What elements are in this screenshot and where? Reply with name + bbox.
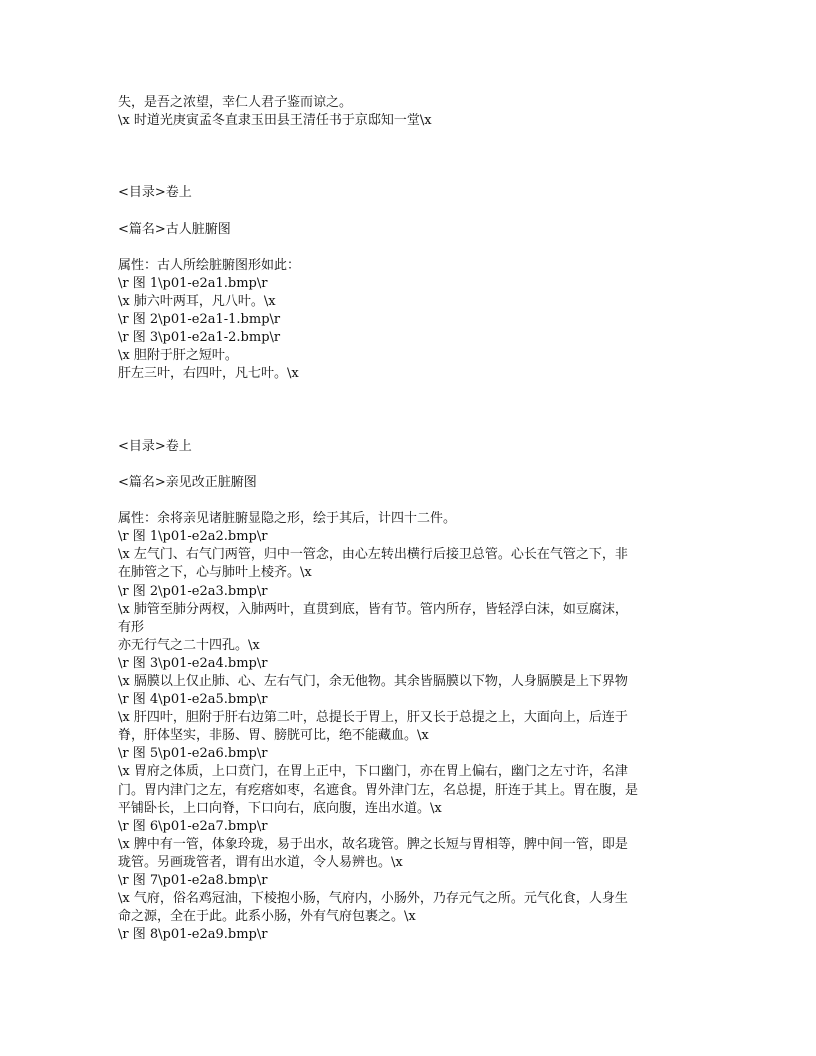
- blank-line: [118, 456, 798, 474]
- blank-line: [118, 492, 798, 510]
- text-line: \r 图 6\p01-e2a7.bmp\r: [118, 818, 268, 834]
- text-line: 珑管。另画珑管者，谓有出水道，令人易辨也。\x: [118, 854, 403, 870]
- text-line: \x 膈膜以上仅止肺、心、左右气门，余无他物。其余皆膈膜以下物，人身膈膜是上下界物: [118, 674, 628, 689]
- text-line: \r 图 1\p01-e2a1.bmp\r: [118, 275, 268, 291]
- blank-line: [118, 239, 798, 257]
- text-line: 平铺卧长，上口向脊，下口向右，底向腹，连出水道。\x: [118, 800, 442, 816]
- blank-line: [118, 402, 798, 420]
- text-line: <篇名>古人脏腑图: [118, 221, 231, 237]
- text-line: \r 图 1\p01-e2a2.bmp\r: [118, 529, 268, 545]
- text-line: 脊，肝体坚实，非肠、胃、膀胱可比，绝不能藏血。\x: [118, 728, 429, 744]
- text-line: 在肺管之下，心与肺叶上棱齐。\x: [118, 565, 312, 581]
- text-line: \r 图 3\p01-e2a4.bmp\r: [118, 655, 268, 671]
- text-line: \x 肝四叶，胆附于肝右边第二叶，总提长于胃上，肝又长于总提之上，大面向上，后连于: [118, 710, 628, 726]
- text-line: \x 气府，俗名鸡冠油，下棱抱小肠，气府内，小肠外，乃存元气之所。元气化食，人身生: [118, 891, 628, 907]
- text-line: 属性：余将亲见诸脏腑显隐之形，绘于其后，计四十二件。: [118, 511, 457, 527]
- text-line: <篇名>亲见改正脏腑图: [118, 474, 257, 490]
- text-line: \r 图 2\p01-e2a3.bmp\r: [118, 583, 268, 599]
- text-line: \x 脾中有一管，体象玲珑，易于出水，故名珑管。脾之长短与胃相等，脾中间一管，即是: [118, 836, 628, 852]
- blank-line: [118, 148, 798, 166]
- text-line: 失，是吾之浓望，幸仁人君子鉴而谅之。: [118, 95, 353, 110]
- text-line: \r 图 2\p01-e2a1-1.bmp\r: [118, 312, 281, 328]
- text-line: 亦无行气之二十四孔。\x: [118, 637, 260, 653]
- document-body: [118, 94, 798, 944]
- text-line: \r 图 5\p01-e2a6.bmp\r: [118, 746, 268, 762]
- text-line: \x 胆附于肝之短叶。: [118, 348, 238, 364]
- blank-line: [118, 166, 798, 184]
- text-line: \r 图 7\p01-e2a8.bmp\r: [118, 873, 268, 889]
- text-line: \x 时道光庚寅孟冬直隶玉田县王清任书于京邸知一堂\x: [118, 113, 432, 129]
- text-line: 命之源，全在于此。此系小肠，外有气府包裹之。\x: [118, 909, 416, 925]
- text-line: \x 肺六叶两耳，凡八叶。\x: [118, 294, 276, 310]
- blank-line: [118, 130, 798, 148]
- text-line: \x 肺管至肺分两杈，入肺两叶，直贯到底，皆有节。管内所存，皆轻浮白沫，如豆腐沫，: [118, 601, 628, 617]
- text-line: \r 图 8\p01-e2a9.bmp\r: [118, 927, 268, 943]
- text-line: 肝左三叶，右四叶，凡七叶。\x: [118, 366, 299, 382]
- text-line: \r 图 4\p01-e2a5.bmp\r: [118, 692, 268, 708]
- text-line: 门。胃内津门之左，有疙瘩如枣，名遮食。胃外津门左，名总提，肝连于其上。胃在腹，是: [118, 782, 639, 798]
- blank-line: [118, 420, 798, 438]
- text-line: <目录>卷上: [118, 438, 192, 454]
- text-line: 属性：古人所绘脏腑图形如此：: [118, 257, 301, 273]
- text-line: 有形: [118, 619, 145, 635]
- text-line: <目录>卷上: [118, 185, 192, 201]
- text-line: \x 左气门、右气门两管，归中一管念，由心左转出横行后接卫总管。心长在气管之下，非: [118, 547, 628, 563]
- text-line: \x 胃府之体质，上口贲门，在胃上正中，下口幽门，亦在胃上偏右，幽门之左寸许，名津: [118, 764, 628, 780]
- blank-line: [118, 203, 798, 221]
- blank-line: [118, 384, 798, 402]
- text-line: \r 图 3\p01-e2a1-2.bmp\r: [118, 330, 281, 346]
